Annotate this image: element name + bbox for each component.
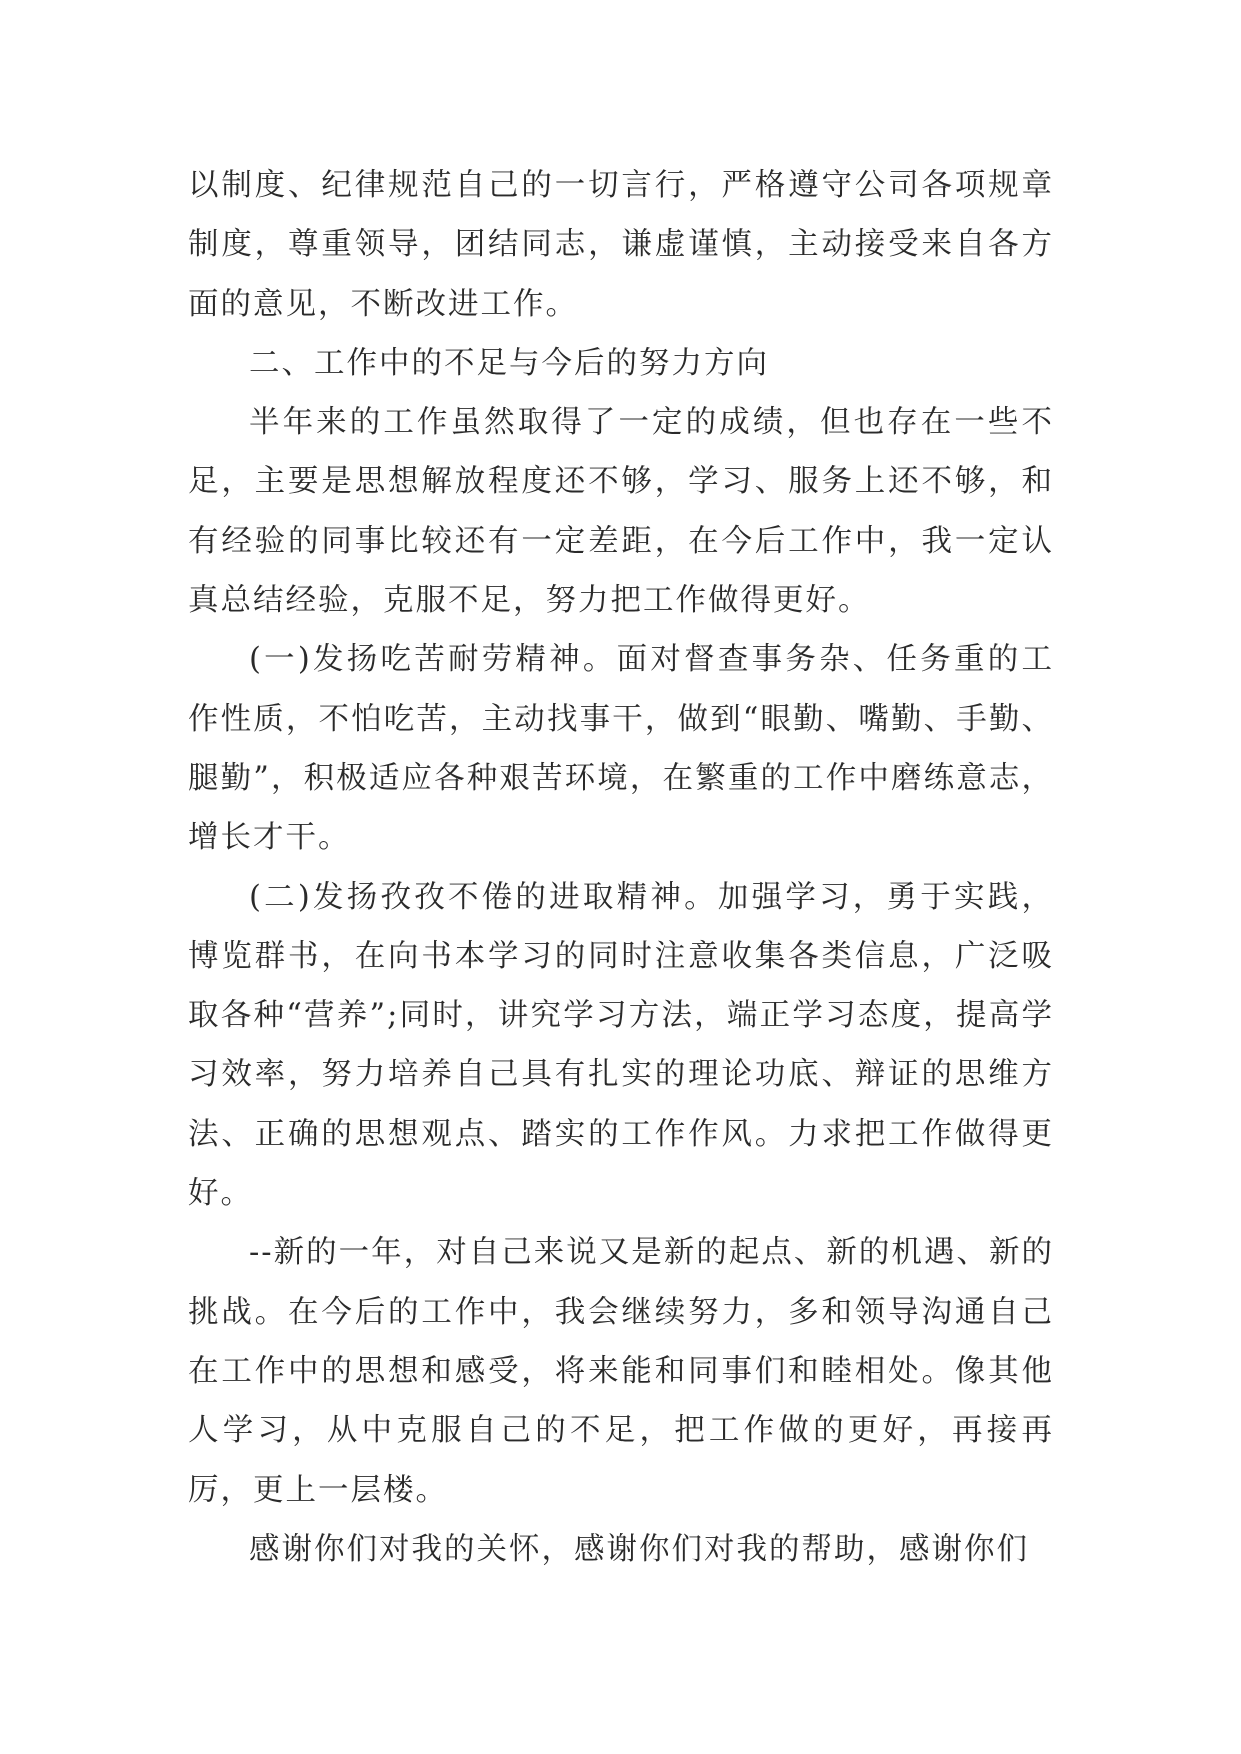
paragraph-thanks: 感谢你们对我的关怀，感谢你们对我的帮助，感谢你们 <box>249 1531 1029 1567</box>
document-body <box>188 156 1054 1579</box>
paragraph-learning-spirit: (二)发扬孜孜不倦的进取精神。加强学习，勇于实践，博览群书，在向书本学习的同时注意收集各类信息，广泛吸取各种“营养”;同时，讲究学习方法，端正学习态度，提高学习效率，努力培养自己具有扎实的理论功底、辩证的思维方法、正确的思想观点、踏实的工作作风。力求把工作做得更好。 <box>188 879 1054 1212</box>
paragraph-rules-continuation: 以制度、纪律规范自己的一切言行，严格遵守公司各项规章制度，尊重领导，团结同志，谦虚谨慎，主动接受来自各方面的意见，不断改进工作。 <box>188 168 1054 322</box>
section-heading-shortcomings: 二、工作中的不足与今后的努力方向 <box>249 345 769 381</box>
paragraph-hardworking-spirit: (一)发扬吃苦耐劳精神。面对督查事务杂、任务重的工作性质，不怕吃苦，主动找事干，做到“眼勤、嘴勤、手勤、腿勤”，积极适应各种艰苦环境，在繁重的工作中磨练意志，增长才干。 <box>188 642 1054 856</box>
paragraph-new-year: --新的一年，对自己来说又是新的起点、新的机遇、新的挑战。在今后的工作中，我会继续努力，多和领导沟通自己在工作中的思想和感受，将来能和同事们和睦相处。像其他人学习，从中克服自己的不足，把工作做的更好，再接再厉，更上一层楼。 <box>188 1235 1054 1508</box>
paragraph-shortcomings: 半年来的工作虽然取得了一定的成绩，但也存在一些不足，主要是思想解放程度还不够，学习、服务上还不够，和有经验的同事比较还有一定差距，在今后工作中，我一定认真总结经验，克服不足，努力把工作做得更好。 <box>188 405 1054 619</box>
